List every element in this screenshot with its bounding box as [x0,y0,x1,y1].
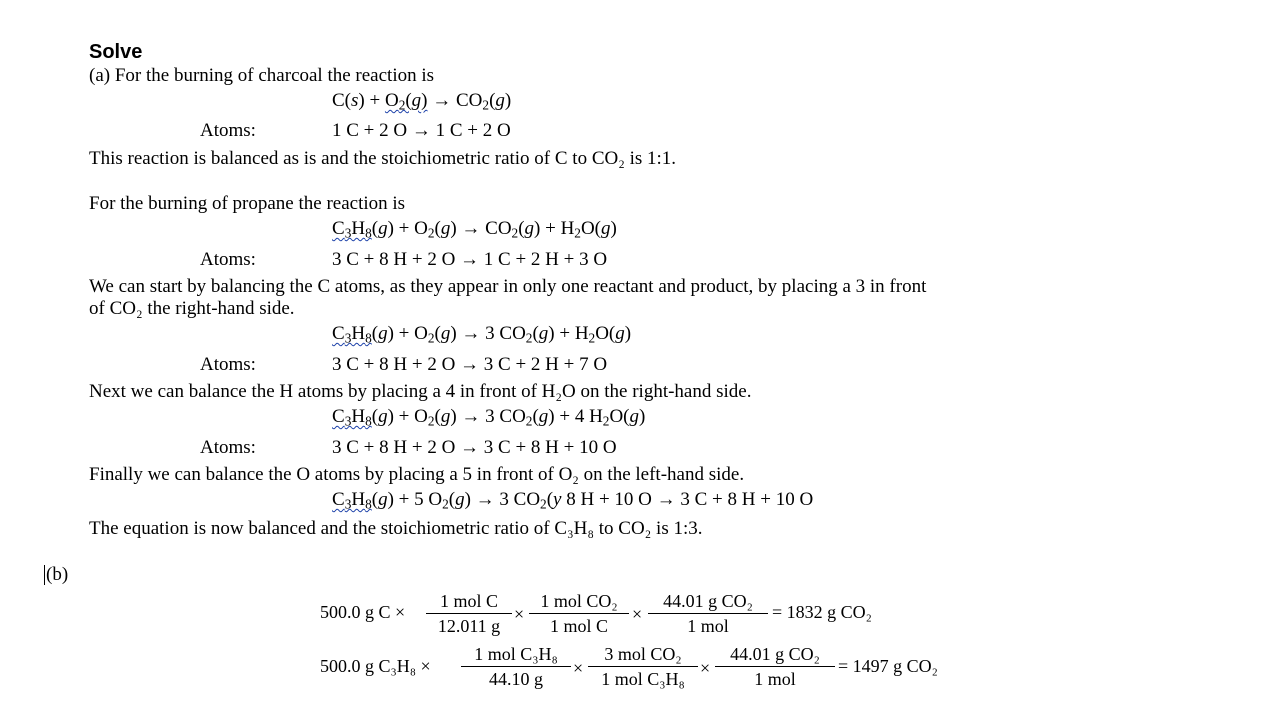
times-symbol: × [632,604,643,624]
calc2-factor-1 [461,644,571,689]
propane-atoms-1: 3 C + 8 H + 2 O → 1 C + 2 H + 3 O [332,249,608,270]
atoms-label: Atoms: [200,249,256,270]
calc2-f2-num: 3 mol CO₂ [604,644,682,664]
fraction-bar [529,613,629,614]
fraction-bar [648,613,768,614]
times-symbol: × [514,604,525,624]
fraction-bar [588,666,698,667]
propane-equation-final: $C_3H_8(g) + 5$ $O_2(g) \to 3$ $CO_2(y$ 8 H + 10 O → 3 C + 8 H + 10 O [332,489,814,512]
calc1-f2-den: 1 mol C [549,616,608,636]
propane-atoms-3: 3 C + 8 H + 2 O → 3 C + 8 H + 10 O [332,437,617,458]
final-atoms-overlap: 8 H + 10 O → 3 C + 8 H + 10 O [566,489,814,510]
calc2-start: 500.0 g C₃H₈ × [320,656,431,676]
calc2-factor-2 [588,644,698,689]
calc2-f3-num: 44.01 g CO₂ [730,644,820,664]
calc1-factor-1 [426,591,512,636]
propane-equation-2: $C_3H_8(g) + O_2(g) \to 3$ $CO_2(g) + H_2O(g)$ [332,323,632,346]
calc1-f1-den: 12.011 g [437,616,501,636]
calc1-f2-num: 1 mol CO₂ [540,591,618,611]
step-balance-carbon-2: of CO₂ the right-hand side. [89,298,295,319]
calc2-factor-3 [715,644,835,689]
fraction-bar [461,666,571,667]
times-symbol: × [700,658,711,678]
part-b-label: (b) [46,564,69,585]
conclusion: The equation is now balanced and the stoichiometric ratio of C₃H₈ to CO₂ is 1:3. [89,518,703,539]
calc1-f1-num: 1 mol C [439,591,498,611]
calc2-f2-den: 1 mol C₃H₈ [601,669,685,689]
calc1-result: = 1832 g CO₂ [772,602,872,622]
charcoal-balanced-note: This reaction is balanced as is and the stoichiometric ratio of C to CO₂ is 1:1. [89,148,677,169]
charcoal-atoms: 1 C + 2 O → 1 C + 2 O [332,120,511,141]
step-balance-hydrogen: Next we can balance the H atoms by placing a 4 in front of H₂O on the right-hand side. [89,381,752,402]
step-balance-oxygen: Finally we can balance the O atoms by placing a 5 in front of O₂ on the left-hand side. [89,464,745,485]
calc2-f1-den: 44.10 g [489,669,543,689]
calc2-f3-den: 1 mol [754,669,796,689]
calc1-f3-den: 1 mol [687,616,729,636]
propane-intro: For the burning of propane the reaction is [89,193,406,214]
propane-equation-3: $C_3H_8(g) + O_2(g) \to 3$ $CO_2(g) + 4$ $H_2O(g)$ [332,406,646,429]
propane-equation-1: $C_3H_8(g) + O_2(g) \to CO_2(g) + H_2O(g)$ [332,218,617,241]
atoms-label: Atoms: [200,120,256,141]
calc2-f1-num: 1 mol C₃H₈ [474,644,558,664]
propane-atoms-2: 3 C + 8 H + 2 O → 3 C + 2 H + 7 O [332,354,608,375]
atoms-label: Atoms: [200,437,256,458]
times-symbol: × [573,658,584,678]
calc1-start: 500.0 g C × [320,602,406,622]
calc1-factor-2 [529,591,629,636]
calc2-result: = 1497 g CO₂ [838,656,938,676]
step-balance-carbon-1: We can start by balancing the C atoms, as they appear in only one reactant and product, by placing a 3 in front [89,276,927,297]
text-cursor [44,565,45,585]
calc1-f3-num: 44.01 g CO₂ [663,591,753,611]
solution-heading: Solve [89,41,143,63]
fraction-bar [426,613,512,614]
charcoal-intro: (a) For the burning of charcoal the reaction is [89,65,435,86]
fraction-bar [715,666,835,667]
atoms-label: Atoms: [200,354,256,375]
calc1-factor-3 [648,591,768,636]
charcoal-equation: $C(s) + O_2(g) \to CO_2(g)$ [332,90,512,113]
